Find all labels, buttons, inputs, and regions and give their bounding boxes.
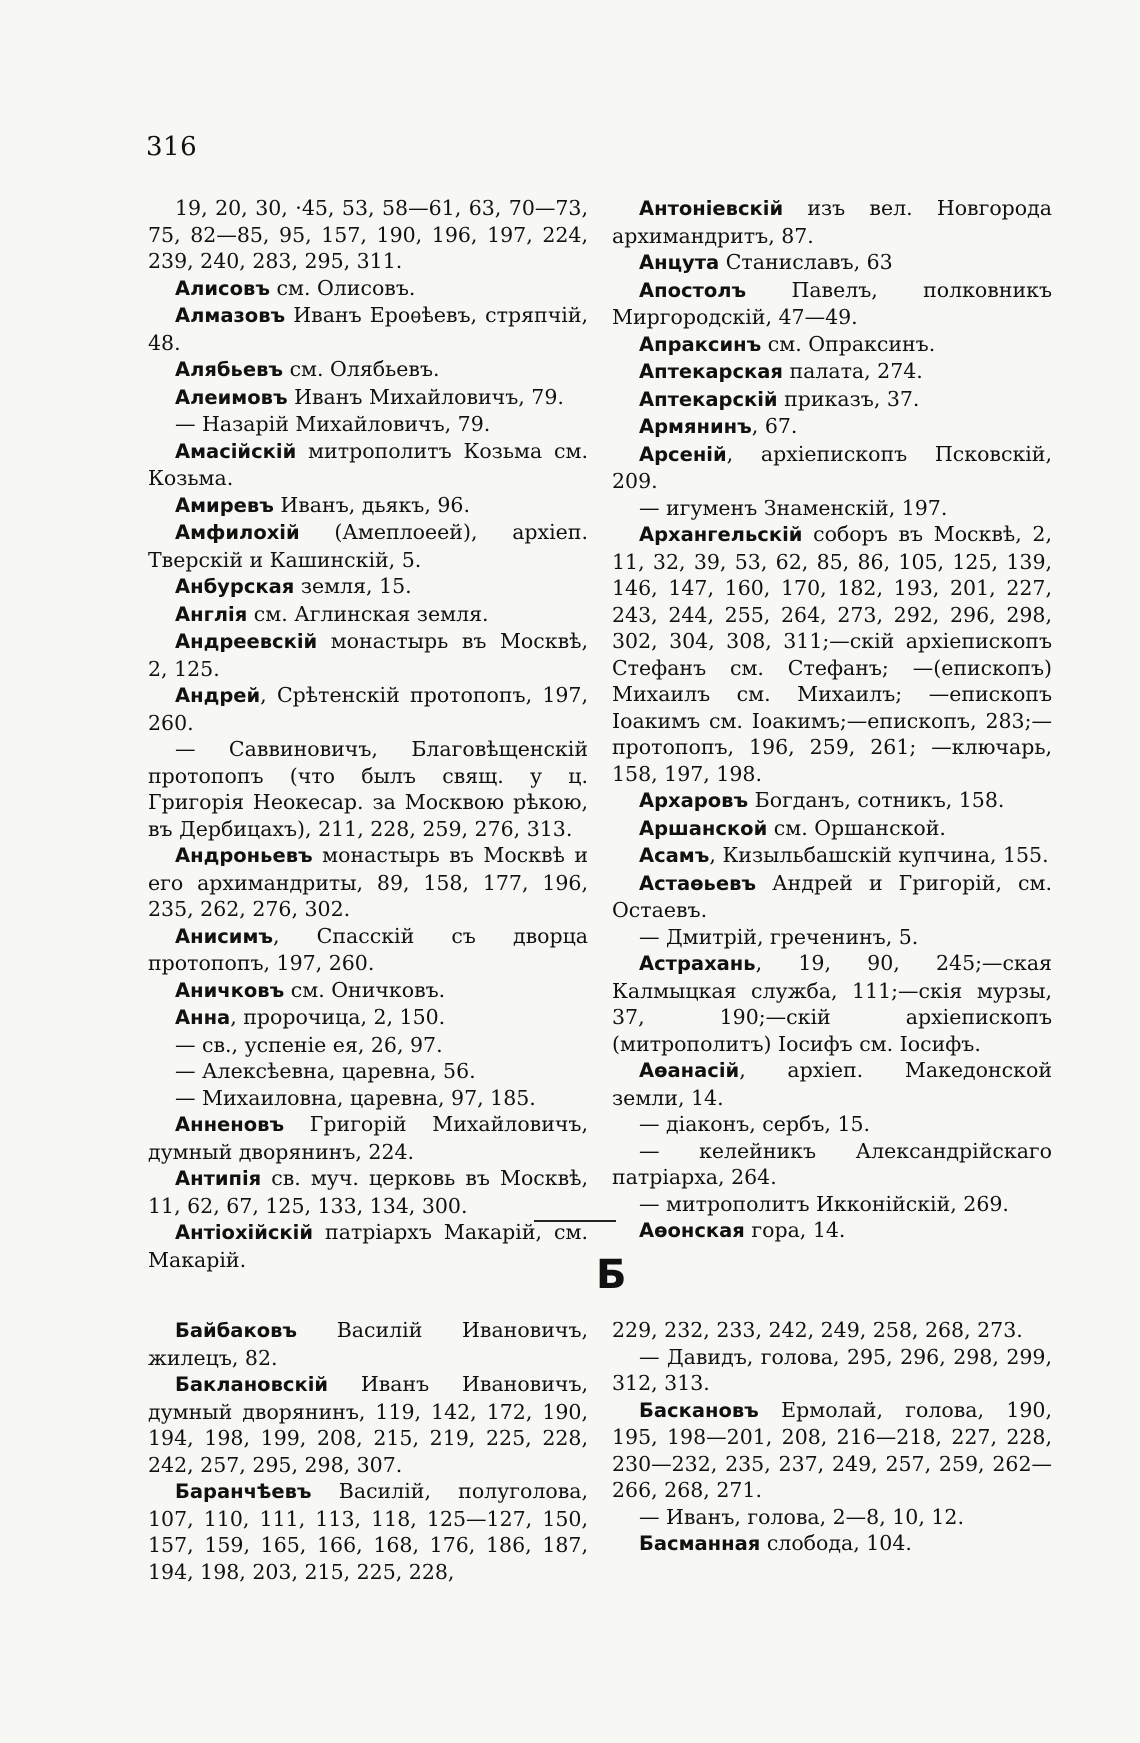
entry-headword: Амиревъ — [175, 493, 274, 517]
entry-text: — Назарій Михайловичъ, 79. — [175, 412, 491, 436]
index-entry — [612, 441, 1052, 495]
entry-text: монастырь въ Москвѣ, 2, 125. — [148, 629, 588, 681]
entry-text: см. Олисовъ. — [270, 275, 416, 300]
index-entry — [148, 1371, 588, 1478]
entry-headword: Архаровъ — [639, 789, 749, 812]
entry-headword: Баранчѣевъ — [175, 1480, 312, 1503]
entry-headword: Аптекарская — [639, 360, 783, 383]
entry-text: слобода, 104. — [760, 1531, 912, 1555]
index-entry — [148, 411, 588, 438]
entry-headword: Англія — [175, 602, 248, 626]
entry-headword: Амасійскій — [175, 439, 297, 463]
entry-text: , 67. — [751, 414, 798, 438]
index-entry — [612, 521, 1052, 787]
entry-headword: Астрахань — [639, 952, 756, 975]
index-entry — [148, 736, 588, 842]
index-column-top-right — [612, 195, 1052, 1245]
entry-headword: Анненовъ — [175, 1113, 285, 1136]
entry-text: , Спасскій съ дворца протопопъ, 197, 260. — [148, 923, 588, 975]
index-entry — [148, 842, 588, 923]
index-entry — [612, 358, 1052, 386]
index-entry — [612, 950, 1052, 1057]
index-entry — [612, 331, 1052, 359]
index-entry — [612, 1397, 1052, 1504]
entry-text: Иванъ Ероѳѣевъ, стряпчій, 48. — [148, 303, 588, 355]
entry-text: земля, 15. — [294, 574, 412, 598]
entry-text: — Иванъ, голова, 2—8, 10, 12. — [639, 1504, 964, 1529]
entry-headword: Аничковъ — [175, 978, 285, 1002]
index-entry — [148, 1478, 588, 1585]
entry-headword: Баклановскій — [175, 1373, 329, 1396]
index-entry — [612, 195, 1052, 249]
entry-text: Андрей и Григорій, см. Остаевъ. — [612, 870, 1052, 922]
entry-headword: Андреевскій — [175, 630, 318, 653]
index-entry — [612, 842, 1052, 870]
index-entry — [612, 1317, 1052, 1344]
entry-text: , Срѣтенскій протопопъ, 197, 260. — [148, 683, 588, 735]
entry-text: палата, 274. — [782, 359, 923, 383]
index-entry — [612, 1217, 1052, 1245]
entry-text: изъ вел. Новгорода архимандритъ, 87. — [612, 196, 1052, 248]
entry-headword: Аѳонская — [639, 1219, 745, 1242]
entry-text: , Кизыльбашскій купчина, 155. — [709, 843, 1049, 867]
index-entry — [612, 1138, 1052, 1191]
entry-headword: Антіохійскій — [175, 1221, 314, 1244]
entry-headword: Аршанской — [639, 816, 768, 840]
entry-headword: Андрей — [175, 684, 261, 707]
index-entry — [148, 601, 588, 629]
entry-text: см. Опраксинъ. — [761, 331, 936, 356]
index-entry — [148, 628, 588, 682]
entry-headword: Алябьевъ — [175, 358, 284, 381]
entry-text: 19, 20, 30, ·45, 53, 58—61, 63, 70—73, 75, 82—85, 95, 157, 190, 196, 197, 224, 239, 240, 283, 295, 311. — [148, 196, 588, 273]
index-column-bottom-left — [148, 1317, 588, 1585]
entry-headword: Алмазовъ — [175, 304, 286, 327]
page-number: 316 — [146, 132, 198, 162]
index-entry — [148, 438, 588, 492]
entry-text: приказъ, 37. — [777, 386, 920, 411]
index-entry — [612, 1504, 1052, 1531]
entry-text: — Алексѣевна, царевна, 56. — [175, 1059, 476, 1083]
entry-headword: Апраксинъ — [639, 332, 762, 356]
entry-headword: Асамъ — [639, 844, 710, 867]
index-entry — [148, 384, 588, 412]
entry-text: патріархъ Макарій, см. Макарій. — [148, 1220, 588, 1272]
entry-headword: Анисимъ — [175, 924, 274, 948]
index-entry — [148, 1317, 588, 1371]
entry-headword: Архангельскій — [639, 523, 803, 546]
entry-headword: Байбаковъ — [175, 1319, 298, 1342]
entry-text: — Давидъ, голова, 295, 296, 298, 299, 312, 313. — [612, 1344, 1052, 1395]
entry-text: Ермолай, голова, 190, 195, 198—201, 208, 216—218, 227, 228, 230—232, 235, 237, 249, 257, 259, 262—266, 268, 271. — [612, 1397, 1052, 1502]
entry-text: — игуменъ Знаменскій, 197. — [639, 495, 948, 520]
entry-text: — Михаиловна, царевна, 97, 185. — [175, 1085, 536, 1110]
entry-text: митрополитъ Козьма см. Козьма. — [148, 438, 588, 490]
index-entry — [148, 1219, 588, 1273]
index-entry — [612, 924, 1052, 951]
index-entry — [612, 1111, 1052, 1138]
entry-text: гора, 14. — [744, 1218, 846, 1242]
entry-text: (Амеплоеей), архіеп. Тверскій и Кашинскій, 5. — [148, 520, 588, 572]
entry-headword: Амфилохій — [175, 521, 300, 544]
entry-headword: Арсеній — [639, 442, 727, 466]
index-entry — [148, 1111, 588, 1165]
entry-text: св. муч. церковь въ Москвѣ, 11, 62, 67, 125, 133, 134, 300. — [148, 1166, 588, 1218]
index-entry — [148, 1085, 588, 1112]
entry-text: соборъ въ Москвѣ, 2, 11, 32, 39, 53, 62, 85, 86, 105, 125, 139, 146, 147, 160, 170, 182, 193, 201, 227, 243, 244, 255, 264, 273, 292, 296, 298, 302, 304, 308, 311;—скій архіепископъ Стефанъ см. Стефанъ; —(епископъ) Михаилъ см. Михаилъ; —епископъ Іоакимъ см. Іоакимъ;—епископъ, 283;—протопопъ, 196, 259, 261; —ключарь, 158, 197, 198. — [612, 522, 1052, 786]
entry-headword: Алисовъ — [175, 276, 270, 300]
index-entry — [612, 787, 1052, 815]
entry-text: Василій, полуголова, 107, 110, 111, 113, 118, 125—127, 150, 157, 159, 165, 166, 168, 176, 186, 187, 194, 198, 203, 215, 225, 228, — [148, 1479, 588, 1584]
index-entry — [148, 1004, 588, 1032]
index-entry — [612, 413, 1052, 441]
entry-headword: Астаѳьевъ — [639, 871, 757, 895]
entry-text: Павелъ, полковникъ Миргородскій, 47—49. — [612, 277, 1052, 329]
entry-headword: Анна — [175, 1006, 231, 1029]
index-entry — [148, 1032, 588, 1059]
entry-text: — Дмитрій, греченинъ, 5. — [639, 924, 919, 949]
index-entry — [148, 356, 588, 384]
index-entry — [612, 1191, 1052, 1218]
index-entry — [148, 682, 588, 736]
section-letter: Б — [596, 1252, 627, 1298]
entry-text: , пророчица, 2, 150. — [230, 1005, 446, 1029]
entry-text: Иванъ, дьякъ, 96. — [273, 492, 470, 517]
index-entry — [148, 1165, 588, 1219]
section-divider — [534, 1220, 616, 1222]
entry-headword: Армянинъ — [639, 415, 752, 438]
entry-text: Богданъ, сотникъ, 158. — [748, 788, 1005, 812]
entry-text: монастырь въ Москвѣ и его архимандриты, 89, 158, 177, 196, 235, 262, 276, 302. — [148, 843, 588, 921]
index-entry — [148, 492, 588, 520]
entry-text: 229, 232, 233, 242, 249, 258, 268, 273. — [612, 1318, 1023, 1342]
entry-headword: Андроньевъ — [175, 844, 313, 867]
entry-text: , архіепископъ Псковскій, 209. — [612, 441, 1052, 493]
index-column-top-left — [148, 195, 588, 1273]
entry-headword: Антоніевскій — [639, 197, 784, 220]
index-entry — [148, 573, 588, 601]
index-entry — [612, 277, 1052, 331]
index-entry — [148, 302, 588, 356]
entry-text: — келейникъ Александрійскаго патріарха, 264. — [612, 1138, 1052, 1189]
entry-headword: Анцута — [639, 251, 720, 274]
index-entry — [612, 495, 1052, 522]
entry-headword: Аѳанасій — [639, 1059, 740, 1082]
index-entry — [612, 1057, 1052, 1111]
entry-text: Иванъ Михайловичъ, 79. — [287, 384, 564, 409]
index-entry — [148, 275, 588, 303]
entry-text: Григорій Михайловичъ, думный дворянинъ, 224. — [148, 1112, 588, 1164]
entry-text: см. Олябьевъ. — [283, 357, 440, 381]
index-column-bottom-right — [612, 1317, 1052, 1558]
entry-text: Иванъ Ивановичъ, думный дворянинъ, 119, 142, 172, 190, 194, 198, 199, 208, 215, 219, 225, 228, 242, 257, 295, 298, 307. — [148, 1372, 588, 1477]
index-entry — [612, 249, 1052, 277]
index-entry — [612, 1530, 1052, 1558]
index-entry — [612, 870, 1052, 924]
entry-text: Василій Ивановичъ, жилецъ, 82. — [148, 1318, 588, 1370]
entry-headword: Аптекарскій — [639, 387, 778, 411]
index-entry — [612, 1344, 1052, 1397]
index-entry — [148, 519, 588, 573]
index-entry — [612, 815, 1052, 843]
entry-headword: Алеимовъ — [175, 385, 288, 409]
entry-text: — діаконъ, сербъ, 15. — [639, 1112, 871, 1136]
index-entry — [148, 977, 588, 1005]
index-entry — [612, 386, 1052, 414]
entry-headword: Анбурская — [175, 575, 295, 598]
entry-text: — Саввиновичъ, Благовѣщенскій протопопъ (что былъ свящ. у ц. Григорія Неокесар. за Москвою рѣкою, въ Дербицахъ), 211, 228, 259, 276, 313. — [148, 737, 588, 841]
index-entry — [148, 923, 588, 977]
entry-headword: Апостолъ — [639, 278, 747, 302]
entry-headword: Басманная — [639, 1532, 761, 1555]
entry-headword: Басканoвъ — [639, 1398, 759, 1422]
entry-text: — св., успеніе ея, 26, 97. — [175, 1032, 443, 1057]
entry-headword: Антипія — [175, 1167, 262, 1190]
entry-text: см. Аглинская земля. — [247, 601, 489, 626]
index-entry — [148, 195, 588, 275]
entry-text: , архіеп. Македонской земли, 14. — [612, 1058, 1052, 1110]
entry-text: — митрополитъ Икконійскій, 269. — [639, 1191, 1009, 1216]
index-entry — [148, 1058, 588, 1085]
entry-text: см. Оршанской. — [767, 815, 946, 840]
entry-text: Станиславъ, 63 — [719, 250, 893, 274]
entry-text: см. Оничковъ. — [284, 977, 446, 1002]
entry-text: , 19, 90, 245;—ская Калмыцкая служба, 111;—скія мурзы, 37, 190;—скій архіепископъ (митрополитъ) Іосифъ см. Іосифъ. — [612, 951, 1052, 1056]
